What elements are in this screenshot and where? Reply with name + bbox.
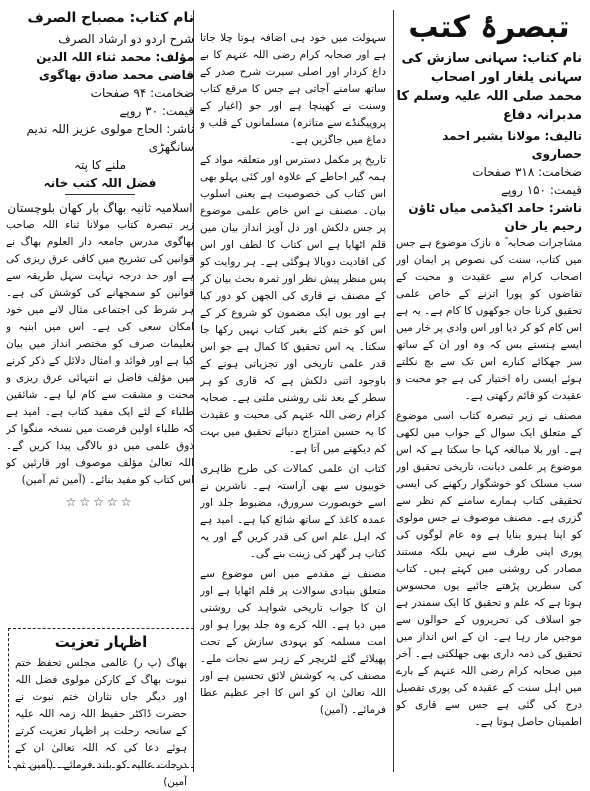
address-label: ملنے کا پتہ [73,158,127,172]
book-publisher: ناشر: حامد اکیڈمی میاں ٹاؤن رحیم یار خان [408,201,582,233]
review-paragraph: مشاجرات صحابہ ؓ ہ نازک موضوع ہے جس میں کتاب، سنت کی نصوص پر ایمان اور اصحاب کرام سے عقیدت و محبت کے تقاضوں کو پورا اترنے کے خاص علمی تحقیق کرنا جان جوکھوں کا کام ہے۔ یہ ہے اس کام کو کر دیا اور اس وادی پر خار میں ایسے ہنستے بس کہ وہ اور ان کے ساتھ سر جھکائے کنارے اس تک سے بچ نکلتے ہوئے ایسی راہ اختیار کی ہے جو محبت و عقیدت کو قائم رکھتی ہے۔ [396,237,582,402]
book-name: نام کتاب: سہانی سازش کی سہانی یلغار اور اصحاب محمد صلی اللہ علیہ وسلم کا مدبرانہ دفاع [396,51,582,123]
section-title: تبصرۂ کتب [408,10,570,45]
book-price: قیمت: ۱۵۰ روپے [500,183,582,197]
star-divider: ☆☆☆☆☆ [65,495,135,509]
middle-column [200,30,386,774]
review-paragraph: مصنف نے زیر تبصرہ کتاب اسی موضوع کے متعلق ایک سوال کے جواب میں لکھی ہے۔ اور بلا مبالغہ کہا جا سکتا ہے کہ اس موضوع پر علمی دیانت، تاریخی تحقیق اور سب مسلک کو خوشگوار رکھنے کی ایسی تحقیقی کتاب ہمارے سامنے کم نظر سے گزری ہے۔ مصنف موصوف نے جس مولوی کو اپنا ہیرو بنایا ہے وہ عام لوگوں کی پوری اپنی طرف سے نہیں بلکہ مستند مصادر کی روشنی میں کہتے ہیں۔ کتاب کی سطریں پڑھتے جائیے یوں محسوس ہوتا ہے کہ علم و تحقیق کا ایک سمندر ہے جو اسلاف کی تحریروں کے حوالوں سے موجیں مار رہا ہے۔ ان کے اس انداز میں تحقیق کی ذمہ داری بھی جھلکتی ہے۔ آخر میں صحابہ کرام رضی اللہ عنہم کے بارے میں اہل سنت کے عقیدہ کی پوری تفصیل درج کی گئی ہے جس سے قاری کو اطمینان حاصل ہوتا ہے۔ [396,410,582,728]
review-paragraph: زیر تبصرہ کتاب مولانا ثناء اللہ صاحب بھاگوی مدرس جامعہ دار العلوم بھاگ نے قوانین کی تشریح میں کافی عرق ریزی کی ہے اور حد درجہ نہایت سہل طریقہ سے قوانین کو سمجھانے کی کوشش کی ہے۔ ہر شرط کی اجتماعی مثال لانے میں خود امکان سعی کی ہے۔ اس میں ابنیہ و تعلیمات صرف کو مختصر انداز میں بیان کیا ہے اور فوائد و امثال دلائل کے ذکر کرنے میں مؤلف فاضل نے انتہائی عرق ریزی و محنت و مشقت سے کام لیا ہے۔ شائقین طلباء کے لئے ایک مفید کتاب ہے۔ امید ہے کہ طلباء اولین فرصت میں نسخہ منگوا کر ذوق علمی میں دو بالاگی پیدا کریں گے۔ اللہ تعالیٰ مؤلف موصوف اور قارئین کو اس کتاب کو مفید بنائے۔ (آمین ثم آمین) [6,219,194,486]
condolence-text: بھاگ (پ ر) عالمی مجلس تحفظ ختم نبوت بھاگ کے کارکن مولوی فضل اللہ اور دیگر جاں نثاران ختم نبوت نے حضرت ڈاکٹر حفیظ اللہ زمہ اللہ علیہ کے سانحہ رحلت پر اظہار تعزیت کرتے ہوئے دعا کی کہ اللہ تعالیٰ ان کے درجات عالیہ کو بلند فرمائے۔ (آمین ثم آمین) [15,657,187,788]
left-column [6,10,194,620]
book-author: تالیف: مولانا بشیر احمد حصاروی [442,129,582,161]
book-pages: ضخامت: ۹۴ صفحات [90,86,194,100]
review-paragraph: مصنف نے مقدمے میں اس موضوع سے متعلق بنیادی سوالات پر قلم اٹھایا ہے اور ان کا جواب تاریخی شواہد کی روشنی میں دیا ہے۔ اللہ کرے وہ جلد پورا ہو اور امت مسلمہ کو یہودی سازش کے تحت پھیلائے گئے لٹریچر کے زہر سے نجات ملے۔ مصنف کی یہ کوشش لائق تحسین ہے اور اللہ تعالیٰ ان کو اس کا اجر عظیم عطا فرمائے۔ (آمین) [200,568,386,716]
book-price: قیمت: ۳۰ روپے [119,104,194,118]
right-column [396,10,582,774]
condolence-box [8,628,194,788]
address-line: اسلامیہ ثانیہ بھاگ بار کھان بلوچستان [7,201,193,215]
book-author: مؤلف: محمد ثناء اللہ الدین قاضی محمد صادق بھاگوی [36,50,194,82]
review-paragraph: تاریخ پر مکمل دسترس اور متعلقہ مواد کے ہمہ گیر احاطے کے علاوہ اور کئی پہلو بھی اس کتاب کی خصوصیت ہے یعنی اسلوب بیان۔ مصنف نے اس خاص علمی موضوع پر جس دلکش اور دل آویز انداز بیان میں قلم اٹھایا ہے اس کتاب کا لطف اور اس کی افادیت دوبالا ہوگئی ہے۔ ہر روایت کو پس منظر پیش نظر اور ثمرہ بحث بیان کر کے مصنف نے قاری کی الجھن کو دور کیا ہے اور یوں ایک مضمون کو شروع کر کے اس کو ختم کئے بغیر کتاب نہیں رکھا جا سکتا۔ یہ اس تحقیق کا کمال ہے جو اس قدر علمی تاریخی اور تجزیاتی ہونے کے باوجود اتنی دلکش ہے کہ قاری کو ہر سطر کے بعد نئی روشنی ملتی ہے۔ صحابہ کرام رضی اللہ عنہم کی محبت و عقیدت کا یہ حسین امتزاج دنیائے تحقیق میں بہت کم دیکھنے میں آتا ہے۔ [200,154,386,455]
book-publisher: ناشر: الحاج مولوی عزیز اللہ ندیم سانگھڑی [26,122,194,154]
review-paragraph: سہولت میں خود ہی اضافہ ہوتا چلا جاتا ہے اور صحابہ کرام رضی اللہ عنہم کا بے داغ کردار اور اصلی سیرت شرح صدر کے ساتھ سامنے آجاتی ہے جس کا مرقع کتاب وسنت نے کھینچا ہے اور جو (اغیار کے پروپیگنڈے سے متاثرہ) مسلمانوں کے قلب و دماغ میں جاگزیں ہے۔ [200,32,386,146]
review-paragraph: کتاب ان علمی کمالات کی طرح ظاہری خوبیوں سے بھی آراستہ ہے۔ ناشرین نے اسے خوبصورت سرورق، مضبوط جلد اور عمدہ کاغذ کے ساتھ شائع کیا ہے۔ امید ہے کہ اہل علم اس کی قدر کریں گے اور یہ کتاب ہر گھر کی زینت بنے گی۔ [200,463,386,560]
book-subtitle: شرح اردو دو ارشاد الصرف [58,32,194,46]
book-name: نام کتاب: مصباح الصرف [27,10,194,26]
address-bookshop: فضل اللہ کتب خانہ [43,176,157,190]
condolence-title: اظہار تعزیت [54,633,148,651]
column-divider [393,10,394,772]
book-pages: ضخامت: ۳۱۸ صفحات [472,165,582,179]
divider [65,194,135,195]
